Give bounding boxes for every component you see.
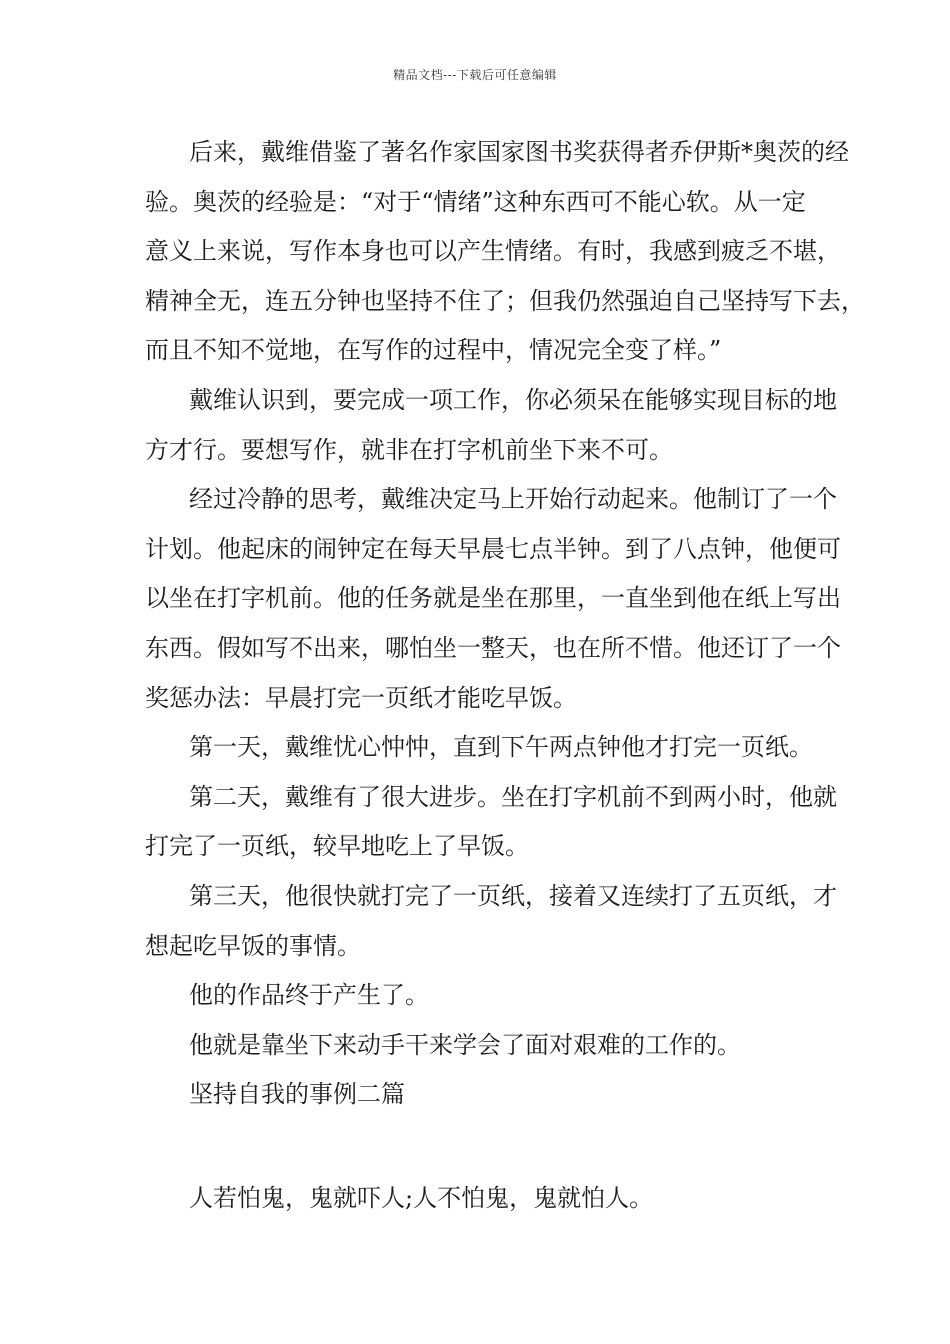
blank-space (145, 1120, 825, 1174)
text-line: 而且不知不觉地，在写作的过程中，情况完全变了样。” (145, 336, 722, 365)
text-line: 经过冷静的思考，戴维决定马上开始行动起来。他制订了一个 (189, 485, 837, 514)
section-heading: 坚持自我的事例二篇 (189, 1080, 405, 1109)
text-line: 东西。假如写不出来，哪怕坐一整天，也在所不惜。他还订了一个 (145, 633, 841, 662)
text-line: 人若怕鬼，鬼就吓人;人不怕鬼，鬼就怕人。 (189, 1183, 654, 1212)
text-line: 精神全无，连五分钟也坚持不住了；但我仍然强迫自己坚持写下去， (145, 286, 865, 315)
text-line: 第三天，他很快就打完了一页纸，接着又连续打了五页纸，才 (189, 881, 837, 910)
text-line: 验。奥茨的经验是：“对于“情绪”这种东西可不能心软。从一定 (145, 187, 806, 216)
text-line: 第二天，戴维有了很大进步。坐在打字机前不到两小时，他就 (189, 782, 837, 811)
text-line: 戴维认识到，要完成一项工作，你必须呆在能够实现目标的地 (189, 385, 837, 414)
text-line: 方才行。要想写作，就非在打字机前坐下来不可。 (145, 435, 673, 464)
text-line: 他就是靠坐下来动手干来学会了面对艰难的工作的。 (189, 1030, 741, 1059)
text-line: 他的作品终于产生了。 (189, 981, 429, 1010)
text-line: 想起吃早饭的事情。 (145, 931, 361, 960)
text-line: 第一天，戴维忧心忡忡，直到下午两点钟他才打完一页纸。 (189, 733, 813, 762)
text-line: 奖惩办法：早晨打完一页纸才能吃早饭。 (145, 683, 577, 712)
page-header: 精品文档---下载后可任意编辑 (393, 68, 557, 82)
text-line: 计划。他起床的闹钟定在每天早晨七点半钟。到了八点钟，他便可 (145, 534, 841, 563)
text-line: 意义上来说，写作本身也可以产生情绪。有时，我感到疲乏不堪， (145, 237, 841, 266)
document-body (145, 128, 865, 1223)
text-line: 以坐在打字机前。他的任务就是坐在那里，一直坐到他在纸上写出 (145, 584, 841, 613)
text-line: 后来，戴维借鉴了著名作家国家图书奖获得者乔伊斯*奥茨的经 (189, 138, 849, 166)
text-line: 打完了一页纸，较早地吃上了早饭。 (145, 832, 529, 861)
